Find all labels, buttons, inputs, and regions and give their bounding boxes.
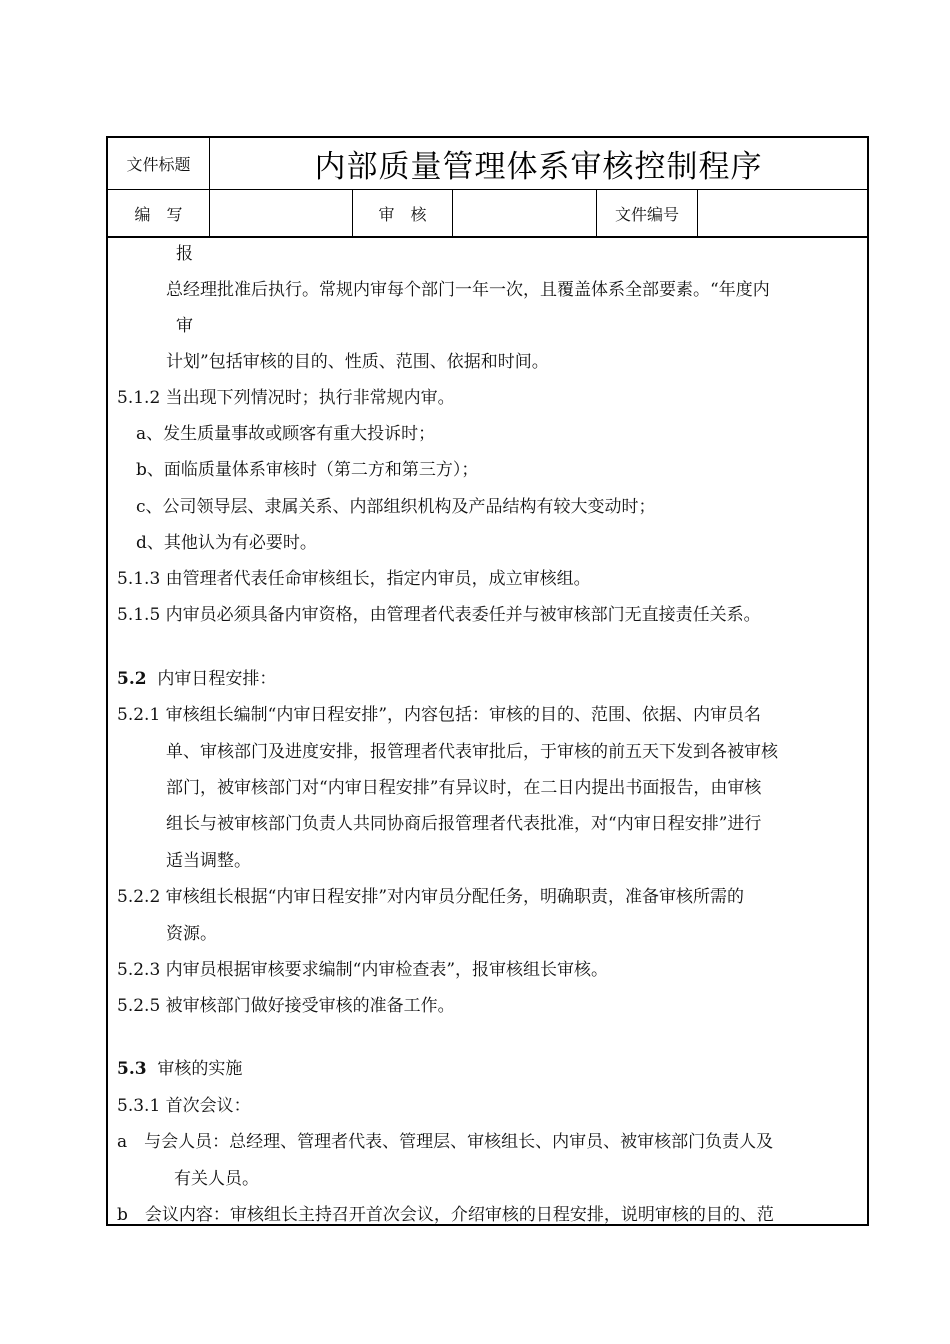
document-frame (106, 136, 869, 1226)
clause-5-2-5: 5.2.5 被审核部门做好接受审核的准备工作。 (117, 996, 455, 1016)
section-number: 5.2 (117, 669, 147, 689)
body-line: 单、审核部门及进度安排，报管理者代表审批后，于审核的前五天下发到各被审核 (166, 742, 778, 762)
clause-5-1-2: 5.1.2 当出现下列情况时；执行非常规内审。 (117, 388, 455, 408)
clause-5-2-2: 5.2.2 审核组长根据“内审日程安排”对内审员分配任务，明确职责，准备审核所需的 (117, 887, 745, 907)
clause-5-2-1: 5.2.1 审核组长编制“内审日程安排”，内容包括：审核的目的、范围、依据、内审员名 (117, 705, 762, 725)
body-line: 部门，被审核部门对“内审日程安排”有异议时，在二日内提出书面报告，由审核 (166, 778, 762, 798)
author-label: 编 写 (108, 190, 210, 236)
header-info-row (108, 190, 867, 238)
list-item-b: b 会议内容：审核组长主持召开首次会议，介绍审核的日程安排，说明审核的目的、范 (117, 1205, 774, 1225)
section-heading-5-2 (117, 668, 276, 690)
review-label: 审 核 (353, 190, 453, 236)
header-title-row (108, 138, 867, 190)
clause-5-1-5: 5.1.5 内审员必须具备内审资格，由管理者代表委任并与被审核部门无直接责任关系。 (117, 605, 761, 625)
doc-number-label: 文件编号 (597, 190, 698, 236)
body-line: 有关人员。 (174, 1169, 259, 1189)
file-title-label: 文件标题 (108, 138, 210, 189)
review-value (453, 190, 597, 236)
clause-5-1-3: 5.1.3 由管理者代表任命审核组长，指定内审员，成立审核组。 (117, 569, 591, 589)
list-item-a: a、发生质量事故或顾客有重大投诉时； (136, 424, 436, 444)
body-line: 组长与被审核部门负责人共同协商后报管理者代表批准，对“内审日程安排”进行 (166, 814, 762, 834)
body-line: 审 (176, 316, 193, 336)
list-item-c: c、公司领导层、隶属关系、内部组织机构及产品结构有较大变动时； (136, 497, 656, 517)
section-heading-5-3 (117, 1058, 242, 1080)
body-line: 总经理批准后执行。常规内审每个部门一年一次，且覆盖体系全部要素。“年度内 (166, 280, 770, 300)
section-number: 5.3 (117, 1059, 147, 1079)
body-line: 计划”包括审核的目的、性质、范围、依据和时间。 (166, 352, 549, 372)
clause-5-3-1: 5.3.1 首次会议： (117, 1096, 251, 1116)
doc-number-value (698, 190, 867, 236)
section-title: 审核的实施 (157, 1059, 243, 1079)
body-line: 报 (176, 244, 193, 264)
section-title: 内审日程安排： (157, 669, 277, 689)
body-line: 资源。 (166, 924, 217, 944)
clause-5-2-3: 5.2.3 内审员根据审核要求编制“内审检查表”，报审核组长审核。 (117, 960, 609, 980)
list-item-d: d、其他认为有必要时。 (136, 533, 317, 553)
list-item-a: a 与会人员：总经理、管理者代表、管理层、审核组长、内审员、被审核部门负责人及 (117, 1132, 774, 1152)
author-value (210, 190, 353, 236)
document-title: 内部质量管理体系审核控制程序 (314, 149, 763, 185)
list-item-b: b、面临质量体系审核时（第二方和第三方）； (136, 460, 479, 480)
body-line: 适当调整。 (166, 851, 251, 871)
